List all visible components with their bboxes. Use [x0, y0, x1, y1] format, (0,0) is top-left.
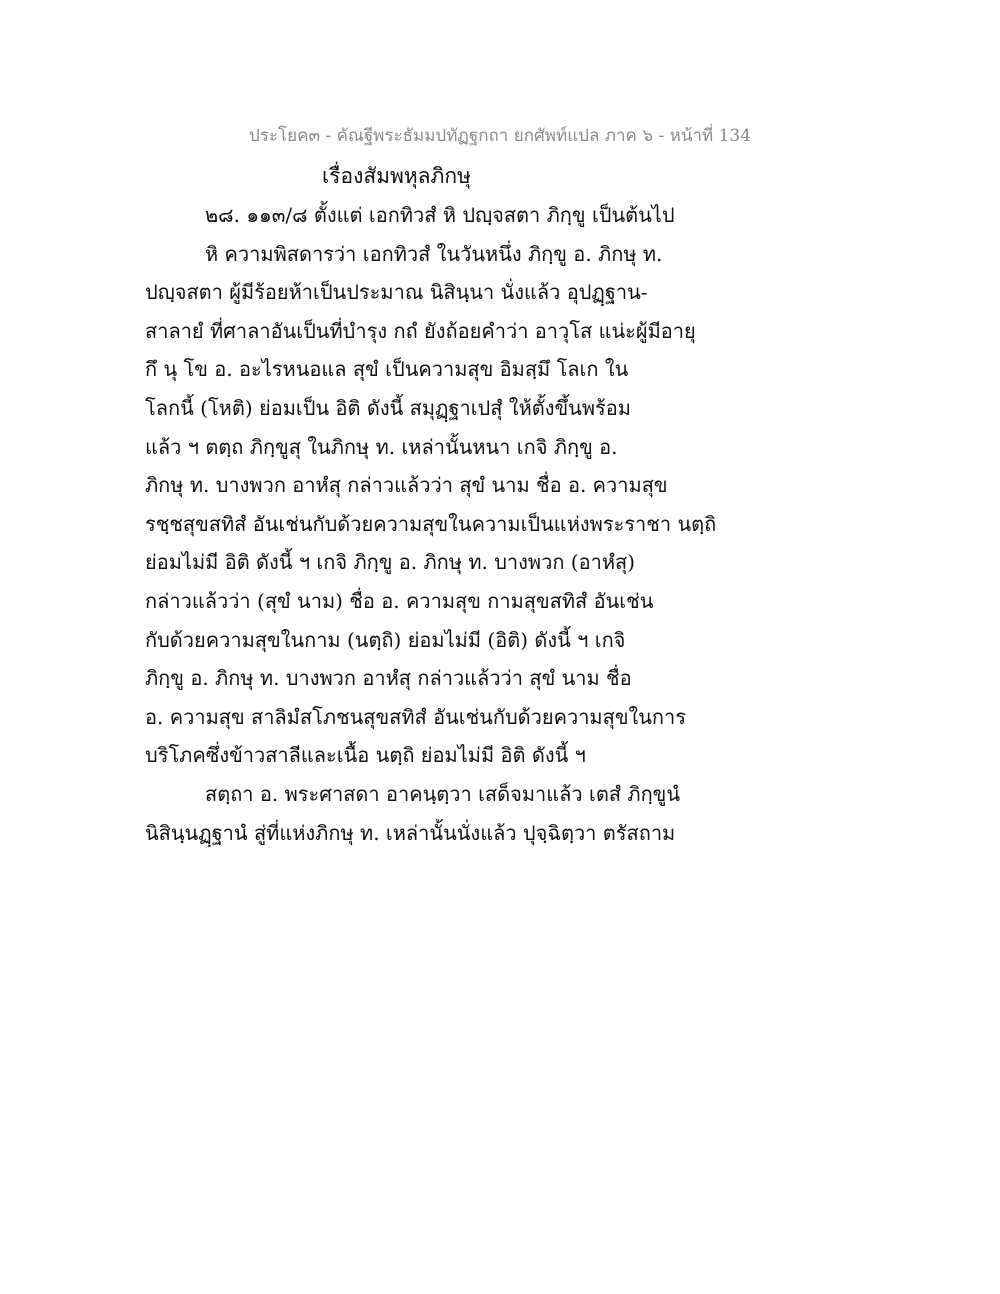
text-line: สาลายํ ที่ศาลาอันเป็นที่บำรุง กถํ ยังถ้อยคำว่า อาวุโส แน่ะผู้มีอายุ: [145, 318, 696, 343]
text-line: แล้ว ฯ ตตฺถ ภิกฺขูสุ ในภิกษุ ท. เหล่านั้นหนา เกจิ ภิกฺขู อ.: [145, 434, 618, 459]
text-line: หิ ความพิสดารว่า เอกทิวสํ ในวันหนึ่ง ภิกฺขู อ. ภิกษุ ท.: [205, 241, 663, 266]
text-line: ย่อมไม่มี อิติ ดังนี้ ฯ เกจิ ภิกฺขู อ. ภิกษุ ท. บางพวก (อาหํสุ): [145, 550, 636, 575]
text-line: รชฺชสุขสทิสํ อันเช่นกับด้วยความสุขในความเป็นแห่งพระราชา นตฺถิ: [145, 511, 717, 536]
text-line: นิสินฺนฏฺฐานํ สู่ที่แห่งภิกษุ ท. เหล่านั้นนั่งแล้ว ปุจฺฉิตฺวา ตรัสถาม: [145, 820, 676, 845]
body-text: [145, 196, 717, 852]
text-line: ภิกษุ ท. บางพวก อาหํสุ กล่าวแล้วว่า สุขํ นาม ชื่อ อ. ความสุข: [145, 473, 668, 498]
text-line: โลกนี้ (โหติ) ย่อมเป็น อิติ ดังนี้ สมุฏฺฐาเปสุํ ให้ตั้งขึ้นพร้อม: [145, 395, 631, 420]
text-line: ภิกฺขู อ. ภิกษุ ท. บางพวก อาหํสุ กล่าวแล้วว่า สุขํ นาม ชื่อ: [145, 666, 632, 691]
text-line: บริโภคซึ่งข้าวสาลีและเนื้อ นตฺถิ ย่อมไม่มี อิติ ดังนี้ ฯ: [145, 743, 586, 768]
text-line: กึ นุ โข อ. อะไรหนอแล สุขํ เป็นความสุข อิมสฺมึ โลเก ใน: [145, 357, 629, 382]
text-line: สตฺถา อ. พระศาสดา อาคนฺตฺวา เสด็จมาแล้ว เตสํ ภิกฺขูนํ: [205, 781, 681, 806]
text-line: อ. ความสุข สาลิมํสโภชนสุขสทิสํ อันเช่นกับด้วยความสุขในการ: [145, 704, 687, 729]
text-line: กับด้วยความสุขในกาม (นตฺถิ) ย่อมไม่มี (อิติ) ดังนี้ ฯ เกจิ: [145, 627, 626, 652]
text-line: กล่าวแล้วว่า (สุขํ นาม) ชื่อ อ. ความสุข กามสุขสทิสํ อันเช่น: [145, 588, 654, 613]
running-header: ประโยค๓ - คัณฐีพระธัมมปทัฏฐกถา ยกศัพท์แปล ภาค ๖ - หน้าที่ 134: [248, 126, 752, 146]
text-line: ๒๘. ๑๑๓/๘ ตั้งแต่ เอกทิวสํ หิ ปญฺจสตา ภิกฺขู เป็นต้นไป: [205, 203, 675, 227]
text-line: ปญฺจสตา ผู้มีร้อยห้าเป็นประมาณ นิสินฺนา นั่งแล้ว อุปฏฺฐาน-: [145, 280, 648, 305]
story-title: เรื่องสัมพหุลภิกษุ: [322, 164, 471, 188]
